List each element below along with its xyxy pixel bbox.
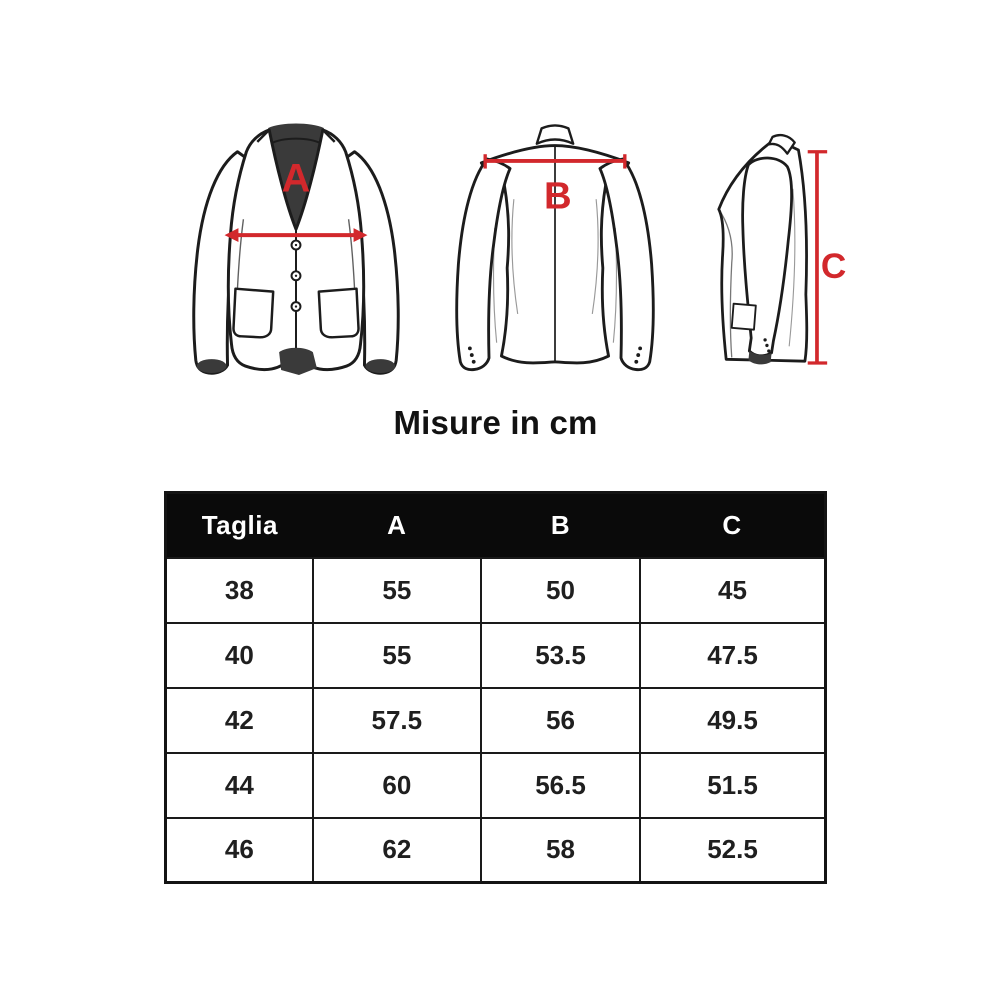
jacket-front-illustration bbox=[180, 120, 412, 376]
right-patch-pocket bbox=[319, 289, 359, 338]
table-row bbox=[166, 818, 826, 883]
table-cell: 47.5 bbox=[640, 623, 825, 688]
table-row bbox=[166, 558, 826, 623]
page-title: Misure in cm bbox=[393, 404, 598, 441]
measurement-label-a: A bbox=[281, 156, 311, 201]
right-cuff-tip bbox=[365, 359, 395, 373]
measurement-label-b: B bbox=[544, 174, 572, 218]
hem-gap-shirt bbox=[279, 348, 317, 375]
table-cell: 38 bbox=[166, 558, 313, 623]
size-table-body bbox=[166, 558, 826, 883]
size-table bbox=[164, 491, 827, 884]
table-header-c: C bbox=[640, 493, 825, 558]
measurement-label-c: C bbox=[820, 246, 847, 286]
table-cell: 44 bbox=[166, 753, 313, 818]
table-cell: 46 bbox=[166, 818, 313, 883]
table-header-taglia: Taglia bbox=[166, 493, 313, 558]
table-cell: 40 bbox=[166, 623, 313, 688]
table-cell: 55 bbox=[313, 623, 481, 688]
table-cell: 62 bbox=[313, 818, 481, 883]
table-cell: 53.5 bbox=[481, 623, 640, 688]
table-cell: 56 bbox=[481, 688, 640, 753]
table-cell: 52.5 bbox=[640, 818, 825, 883]
table-header-b: B bbox=[481, 493, 640, 558]
left-cuff-tip bbox=[197, 359, 227, 373]
jacket-side-illustration bbox=[689, 124, 856, 376]
jacket-back-left-sleeve bbox=[457, 159, 510, 370]
table-header-row bbox=[166, 493, 826, 558]
left-patch-pocket bbox=[233, 289, 273, 338]
jacket-back-right-sleeve bbox=[600, 159, 653, 370]
table-cell: 55 bbox=[313, 558, 481, 623]
table-cell: 49.5 bbox=[640, 688, 825, 753]
table-cell: 57.5 bbox=[313, 688, 481, 753]
table-row bbox=[166, 688, 826, 753]
table-cell: 50 bbox=[481, 558, 640, 623]
table-cell: 42 bbox=[166, 688, 313, 753]
back-collar bbox=[537, 126, 573, 144]
side-pocket bbox=[732, 304, 756, 330]
table-cell: 45 bbox=[640, 558, 825, 623]
table-cell: 51.5 bbox=[640, 753, 825, 818]
jacket-back-illustration bbox=[445, 122, 665, 372]
table-cell: 60 bbox=[313, 753, 481, 818]
table-header-a: A bbox=[313, 493, 481, 558]
table-cell: 58 bbox=[481, 818, 640, 883]
table-cell: 56.5 bbox=[481, 753, 640, 818]
table-row bbox=[166, 753, 826, 818]
table-row bbox=[166, 623, 826, 688]
